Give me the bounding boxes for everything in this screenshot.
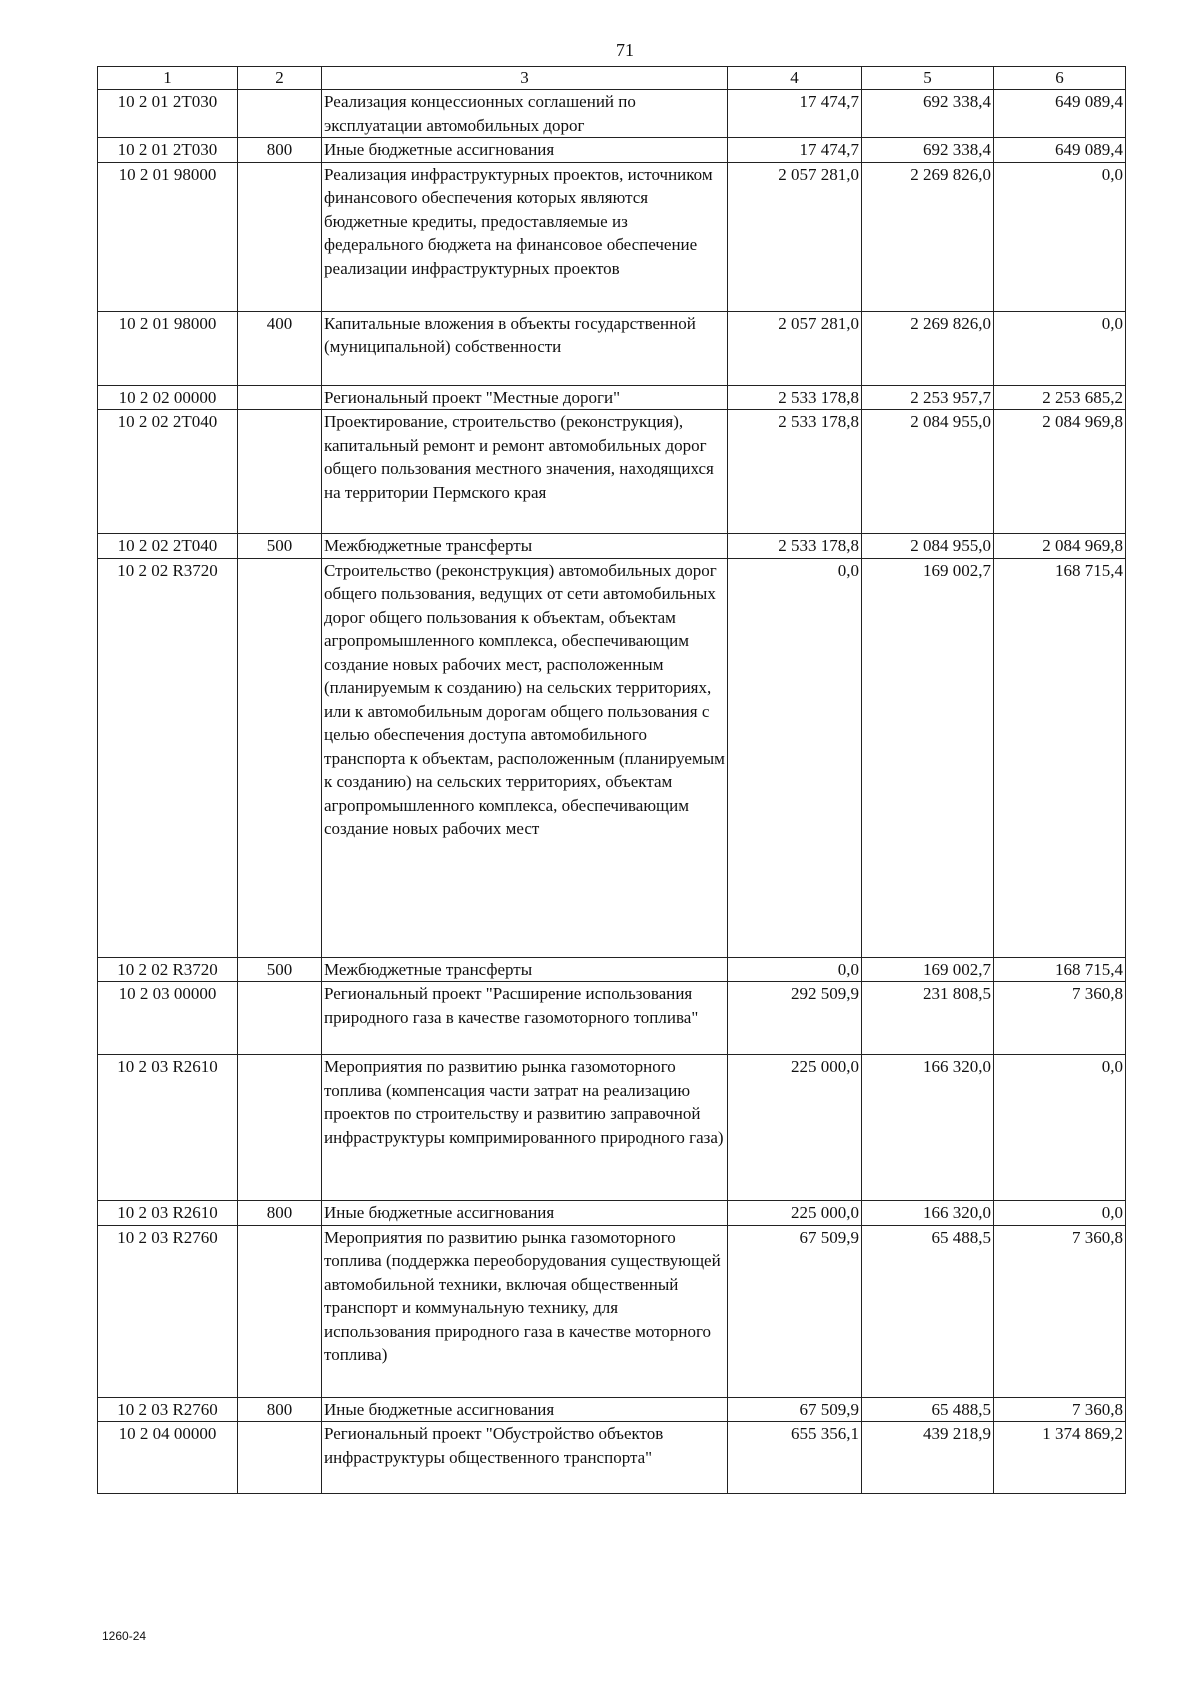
cell-value-1: 225 000,0 bbox=[728, 1055, 862, 1201]
cell-value-3: 649 089,4 bbox=[994, 138, 1126, 163]
cell-value-2: 231 808,5 bbox=[862, 982, 994, 1055]
table-row bbox=[98, 1397, 1126, 1422]
cell-value-2: 2 269 826,0 bbox=[862, 311, 994, 385]
cell-value-1: 225 000,0 bbox=[728, 1201, 862, 1226]
cell-value-3: 0,0 bbox=[994, 162, 1126, 311]
cell-value-3: 7 360,8 bbox=[994, 982, 1126, 1055]
cell-type bbox=[238, 385, 322, 410]
cell-value-3: 168 715,4 bbox=[994, 558, 1126, 957]
cell-type: 400 bbox=[238, 311, 322, 385]
cell-value-1: 655 356,1 bbox=[728, 1422, 862, 1494]
header-col-6: 6 bbox=[994, 67, 1126, 90]
cell-value-1: 2 533 178,8 bbox=[728, 385, 862, 410]
cell-value-2: 2 253 957,7 bbox=[862, 385, 994, 410]
table-row bbox=[98, 162, 1126, 311]
cell-value-2: 2 084 955,0 bbox=[862, 534, 994, 559]
cell-value-1: 17 474,7 bbox=[728, 138, 862, 163]
cell-value-2: 2 269 826,0 bbox=[862, 162, 994, 311]
cell-value-3: 0,0 bbox=[994, 311, 1126, 385]
cell-code: 10 2 01 2Т030 bbox=[98, 138, 238, 163]
cell-name: Региональный проект "Обустройство объектов инфраструктуры общественного транспорта" bbox=[322, 1422, 728, 1494]
cell-name: Капитальные вложения в объекты государственной (муниципальной) собственности bbox=[322, 311, 728, 385]
cell-value-3: 649 089,4 bbox=[994, 90, 1126, 138]
header-row bbox=[98, 67, 1126, 90]
cell-name: Реализация концессионных соглашений по эксплуатации автомобильных дорог bbox=[322, 90, 728, 138]
cell-value-2: 166 320,0 bbox=[862, 1201, 994, 1226]
cell-name: Мероприятия по развитию рынка газомоторного топлива (компенсация части затрат на реализацию проектов по строительству и развитию заправочной инфраструктуры компримированного природного газа) bbox=[322, 1055, 728, 1201]
cell-type: 800 bbox=[238, 1201, 322, 1226]
cell-type bbox=[238, 558, 322, 957]
cell-value-2: 166 320,0 bbox=[862, 1055, 994, 1201]
cell-code: 10 2 03 R2610 bbox=[98, 1055, 238, 1201]
cell-code: 10 2 02 R3720 bbox=[98, 558, 238, 957]
cell-value-2: 439 218,9 bbox=[862, 1422, 994, 1494]
cell-value-3: 0,0 bbox=[994, 1055, 1126, 1201]
table-row bbox=[98, 1422, 1126, 1494]
table-row bbox=[98, 410, 1126, 534]
cell-code: 10 2 03 R2760 bbox=[98, 1225, 238, 1397]
table-row bbox=[98, 1055, 1126, 1201]
cell-value-3: 168 715,4 bbox=[994, 957, 1126, 982]
cell-code: 10 2 01 98000 bbox=[98, 162, 238, 311]
cell-code: 10 2 03 00000 bbox=[98, 982, 238, 1055]
document-code: 1260-24 bbox=[102, 1629, 147, 1643]
table-row bbox=[98, 534, 1126, 559]
cell-value-3: 7 360,8 bbox=[994, 1397, 1126, 1422]
cell-type bbox=[238, 90, 322, 138]
cell-type bbox=[238, 1422, 322, 1494]
cell-type: 500 bbox=[238, 957, 322, 982]
cell-name: Межбюджетные трансферты bbox=[322, 534, 728, 559]
cell-value-1: 67 509,9 bbox=[728, 1225, 862, 1397]
cell-value-2: 169 002,7 bbox=[862, 957, 994, 982]
cell-name: Реализация инфраструктурных проектов, источником финансового обеспечения которых являются бюджетные кредиты, предоставляемые из федерального бюджета на финансовое обеспечение реализации инфраструктурных проектов bbox=[322, 162, 728, 311]
cell-name: Региональный проект "Местные дороги" bbox=[322, 385, 728, 410]
cell-value-2: 2 084 955,0 bbox=[862, 410, 994, 534]
cell-code: 10 2 04 00000 bbox=[98, 1422, 238, 1494]
cell-type bbox=[238, 162, 322, 311]
cell-value-3: 7 360,8 bbox=[994, 1225, 1126, 1397]
cell-value-3: 1 374 869,2 bbox=[994, 1422, 1126, 1494]
cell-code: 10 2 02 R3720 bbox=[98, 957, 238, 982]
cell-type bbox=[238, 982, 322, 1055]
cell-code: 10 2 01 98000 bbox=[98, 311, 238, 385]
cell-value-1: 2 533 178,8 bbox=[728, 534, 862, 559]
cell-value-3: 2 084 969,8 bbox=[994, 410, 1126, 534]
cell-type: 500 bbox=[238, 534, 322, 559]
cell-value-2: 65 488,5 bbox=[862, 1397, 994, 1422]
cell-value-1: 2 057 281,0 bbox=[728, 311, 862, 385]
cell-name: Иные бюджетные ассигнования bbox=[322, 138, 728, 163]
table-row bbox=[98, 1225, 1126, 1397]
header-col-3: 3 bbox=[322, 67, 728, 90]
header-col-2: 2 bbox=[238, 67, 322, 90]
cell-name: Проектирование, строительство (реконструкция), капитальный ремонт и ремонт автомобильных дорог общего пользования местного значения, находящихся на территории Пермского края bbox=[322, 410, 728, 534]
budget-table bbox=[97, 66, 1126, 1494]
cell-name: Мероприятия по развитию рынка газомоторного топлива (поддержка переоборудования существующей автомобильной техники, включая общественный транспорт и коммунальную технику, для использования природного газа в качестве моторного топлива) bbox=[322, 1225, 728, 1397]
cell-name: Иные бюджетные ассигнования bbox=[322, 1397, 728, 1422]
cell-value-1: 2 533 178,8 bbox=[728, 410, 862, 534]
table-row bbox=[98, 982, 1126, 1055]
cell-type bbox=[238, 410, 322, 534]
cell-value-3: 2 084 969,8 bbox=[994, 534, 1126, 559]
cell-value-2: 169 002,7 bbox=[862, 558, 994, 957]
cell-value-2: 692 338,4 bbox=[862, 138, 994, 163]
cell-code: 10 2 03 R2760 bbox=[98, 1397, 238, 1422]
cell-value-1: 67 509,9 bbox=[728, 1397, 862, 1422]
table-row bbox=[98, 957, 1126, 982]
table-row bbox=[98, 1201, 1126, 1226]
cell-name: Межбюджетные трансферты bbox=[322, 957, 728, 982]
cell-value-2: 692 338,4 bbox=[862, 90, 994, 138]
cell-name: Строительство (реконструкция) автомобильных дорог общего пользования, ведущих от сети автомобильных дорог общего пользования к объектам, объектам агропромышленного комплекса, обеспечивающим создание новых рабочих мест, расположенным (планируемым к созданию) на сельских территориях, или к автомобильным дорогам общего пользования с целью обеспечения доступа автомобильного транспорта к объектам, расположенным (планируемым к созданию) на сельских территориях, объектам агропромышленного комплекса, обеспечивающим создание новых рабочих мест bbox=[322, 558, 728, 957]
table-row bbox=[98, 558, 1126, 957]
header-col-4: 4 bbox=[728, 67, 862, 90]
cell-type: 800 bbox=[238, 138, 322, 163]
cell-value-1: 292 509,9 bbox=[728, 982, 862, 1055]
page-number: 71 bbox=[616, 40, 634, 60]
cell-type bbox=[238, 1055, 322, 1201]
header-col-5: 5 bbox=[862, 67, 994, 90]
cell-name: Региональный проект "Расширение использования природного газа в качестве газомоторного топлива" bbox=[322, 982, 728, 1055]
cell-type bbox=[238, 1225, 322, 1397]
table-row bbox=[98, 311, 1126, 385]
cell-value-3: 2 253 685,2 bbox=[994, 385, 1126, 410]
cell-type: 800 bbox=[238, 1397, 322, 1422]
cell-code: 10 2 02 2Т040 bbox=[98, 410, 238, 534]
cell-value-1: 0,0 bbox=[728, 558, 862, 957]
header-col-1: 1 bbox=[98, 67, 238, 90]
cell-value-1: 0,0 bbox=[728, 957, 862, 982]
cell-code: 10 2 02 2Т040 bbox=[98, 534, 238, 559]
cell-value-3: 0,0 bbox=[994, 1201, 1126, 1226]
cell-code: 10 2 01 2Т030 bbox=[98, 90, 238, 138]
table-row bbox=[98, 90, 1126, 138]
cell-value-1: 2 057 281,0 bbox=[728, 162, 862, 311]
cell-code: 10 2 03 R2610 bbox=[98, 1201, 238, 1226]
table-row bbox=[98, 385, 1126, 410]
cell-name: Иные бюджетные ассигнования bbox=[322, 1201, 728, 1226]
table-row bbox=[98, 138, 1126, 163]
cell-value-1: 17 474,7 bbox=[728, 90, 862, 138]
cell-code: 10 2 02 00000 bbox=[98, 385, 238, 410]
cell-value-2: 65 488,5 bbox=[862, 1225, 994, 1397]
